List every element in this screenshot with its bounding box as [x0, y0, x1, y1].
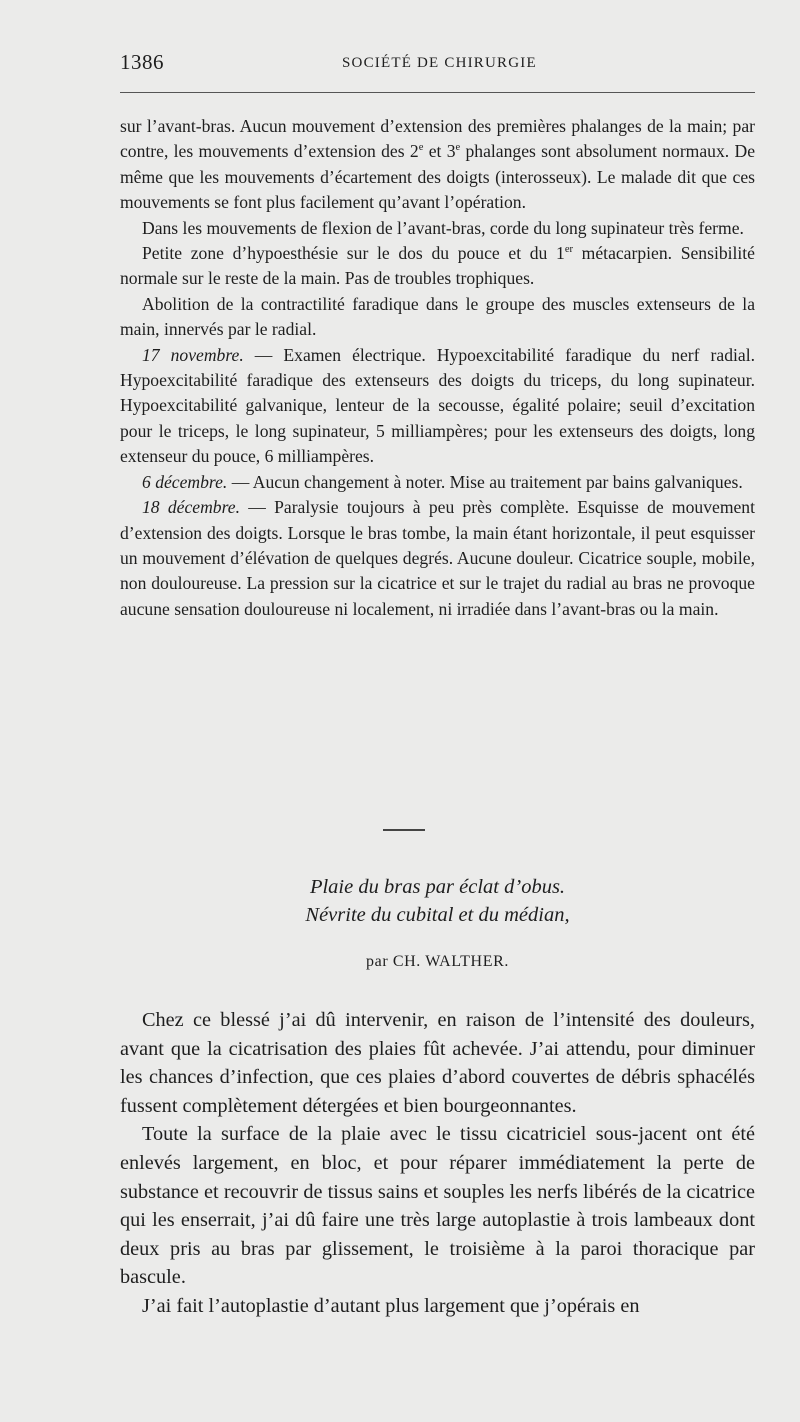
paragraph: Petite zone d’hypoesthésie sur le dos du pouce et du 1er métacarpien. Sensibilité normale sur le reste de la main. Pas de troubles trophiques. — [120, 243, 755, 289]
paragraph: Dans les mouvements de flexion de l’avant-bras, corde du long supinateur très ferme. — [142, 217, 744, 238]
date-label: 6 décembre. — [142, 471, 228, 492]
page-number: 1386 — [120, 50, 164, 74]
header-rule — [120, 92, 755, 93]
page-header — [120, 50, 755, 80]
paragraph: J’ai fait l’autoplastie d’autant plus largement que j’opérais en — [142, 1294, 640, 1317]
dated-paragraph — [120, 470, 755, 495]
case-report-continuation — [120, 114, 755, 622]
date-label: 18 décembre. — [142, 497, 240, 518]
article-title — [120, 873, 755, 929]
author-byline: par CH. WALTHER. — [366, 953, 509, 970]
dated-paragraph — [120, 343, 755, 470]
paragraph: sur l’avant-bras. Aucun mouvement d’extension des premières phalanges de la main; par contre, les mouvements d’extension des 2e et 3e phalanges sont absolument normaux. De même que les mouvements d’écartement des doigts (interosseux). Le malade dit que ces mouvements se font plus facilement qu’avant l’opération. — [120, 116, 755, 213]
date-label: 17 novembre. — [142, 344, 244, 365]
paragraph-text: — Aucun changement à noter. Mise au traitement par bains galvaniques. — [227, 471, 743, 492]
article-body — [120, 1006, 755, 1321]
running-head: SOCIÉTÉ DE CHIRURGIE — [342, 55, 537, 71]
title-line: Névrite du cubital et du médian, — [305, 904, 570, 926]
paragraph-text: — Examen électrique. Hypoexcitabilité faradique du nerf radial. Hypoexcitabilité faradique des extenseurs des doigts du triceps, du long supinateur. Hypoexcitabilité galvanique, lenteur de la secousse, égalité polaire; seuil d’excitation pour le triceps, le long supinateur, 5 milliampères; pour les extenseurs des doigts, long extenseur du pouce, 6 milliampères. — [120, 344, 755, 467]
paragraph: Abolition de la contractilité faradique dans le groupe des muscles extenseurs de la main, innervés par le radial. — [120, 293, 755, 340]
paragraph: Toute la surface de la plaie avec le tissu cicatriciel sous-jacent ont été enlevés largement, en bloc, et pour réparer immédiatement la perte de substance et recouvrir de tissus sains et souples les nerfs libérés de la cicatrice qui les enserrait, j’ai dû faire une très large autoplastie à trois lambeaux dont deux pris au bras par glissement, le troisième à la paroi thoracique par bascule. — [120, 1123, 755, 1289]
section-divider — [383, 829, 425, 831]
paragraph: Chez ce blessé j’ai dû intervenir, en raison de l’intensité des douleurs, avant que la cicatrisation des plaies fût achevée. J’ai attendu, pour diminuer les chances d’infection, que ces plaies d’abord couvertes de débris sphacélés fussent complètement détergées et bien bourgeonnantes. — [120, 1009, 755, 1117]
paragraph-text: — Paralysie toujours à peu près complète. Esquisse de mouvement d’extension des doigts. Lorsque le bras tombe, la main étant horizontale, il peut esquisser un mouvement d’élévation de quelques degrés. Aucune douleur. Cicatrice souple, mobile, non douloureuse. La pression sur la cicatrice et sur le trajet du radial au bras ne provoque aucune sensation douloureuse ni localement, ni irradiée dans l’avant-bras ou la main. — [120, 497, 755, 619]
title-line: Plaie du bras par éclat d’obus. — [309, 876, 566, 898]
dated-paragraph — [120, 495, 755, 622]
